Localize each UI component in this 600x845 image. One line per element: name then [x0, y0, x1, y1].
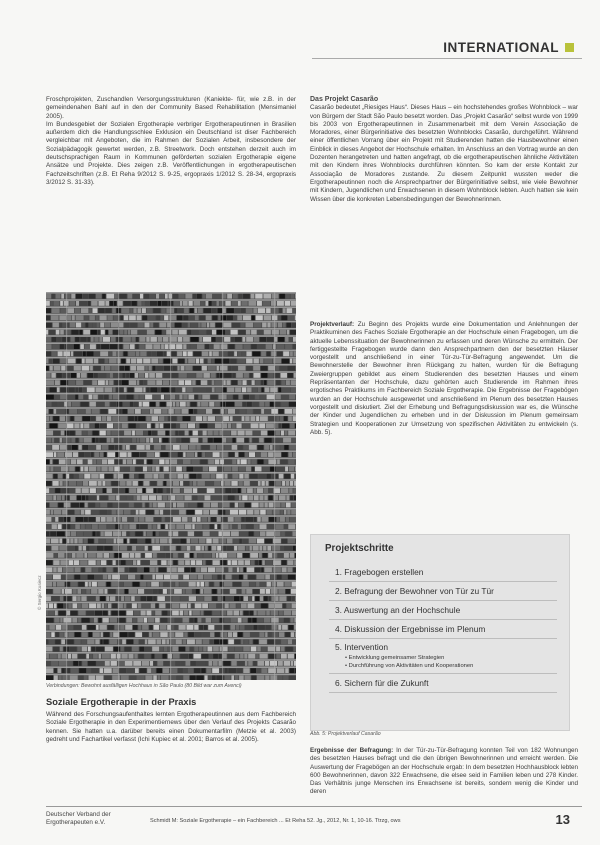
photo-credit: © Sergio Kusiecz — [37, 575, 42, 610]
photo-caption: Verbindungen: Bewohnt ausfälligen Hochhaus in São Paulo (80 Bild war zum Avenci) — [46, 683, 242, 689]
paragraph-practice: Während des Forschungsaufenthaltes lernten Ergotherapeutinnen aus dem Fachbereich Soziale Ergotherapie in den Experimentiernews über den Verlauf des Projekts Casarão kennen. Sie hatten u.a. darüber bereits einen Dokumentarfilm (Metzie et al. 2003) gedreht und Fachartikel verfasst (Ichi Kupiec et al. 2001; Barros et al. 2005). — [46, 711, 296, 743]
section-marker-icon — [565, 43, 574, 52]
list-item: 6. Sichern für die Zukunft — [329, 674, 557, 693]
project-steps-box — [310, 534, 570, 731]
section-header — [443, 40, 574, 55]
sublist-item: • Durchführung von Aktivitäten und Kooperationen — [345, 663, 557, 671]
footer-citation: Schmidt M: Soziale Ergotherapie – ein Fachbereich ... Et Reha 52. Jg., 2012, Nr. 1, 10-16. Ttrzg, ows — [150, 818, 401, 824]
left-column-top — [46, 96, 296, 187]
course-text: Zu Beginn des Projekts wurde eine Dokumentation und Anlehnungen der Praktikuminen des Faches Soziale Ergotherapie an der Hochschule einen Fragebogen, um die aktuelle Lebenssituation der Bewohnerinnen zu erfassen und deren Wünsche zu ermitteln. Der fertiggestellte Fragebogen wurde dann den Ansprechpartnern den der besetzten Häuser vorgestellt und anschließend in einer Tür-zu-Tür-Befragung angewendet. Um die Bewohnerstelle der Bewohner ihren Rückgang zu halten, wurden für die Befragung Zweiergruppen gebildet aus einem Studierenden des besetzten Hauses und einem Repräsentanten der Hochschule, dazu gehörten auch Studierende im Rahmen ihres ergotisches Praktikums im Fachbereich Soziale Ergotherapie. Die Ergebnisse der Fragebögen wurden an der Hochschule ausgewertet und anschließend im Plenum des besetzten Hauses vorgestellt und diskutiert. Ziel der Erhebung und Befragungsdiskussion war es, die Wünsche der Kinder und Jugendlichen zu erheben und in der Diskussion im Plenum gemeinsam Strategien und Kooperationen zur Umsetzung von spezifischen Aktivitäten zu entwickeln (s. Abb. 5). — [310, 321, 578, 436]
building-photo — [46, 292, 296, 680]
footer-organization: Deutscher Verband der Ergotherapeuten e.V. — [46, 811, 111, 826]
paragraph-project: Casarão bedeutet „Riesiges Haus“. Dieses Haus – ein hochstehendes großes Wohnblock – war von Bürgern der Stadt São Paulo besetzt worden. Das „Projekt Casarão“ selbst wurde von 1999 bis 2003 von Ergotherapeutinnen in Zusammenarbeit mit dem Verein Associação de Moradores, einer Bürgerinitiative des besetzten Wohnblocks Casarão, durchgeführt. Während einer öffentlichen Vorrang über ein Projekt mit Studierenden hatten die Hausbewohner einen Einblick in dieses Angebot der Hochschule erhalten. Im Anschluss an den Vortrag wurde an den Dozenten herangetreten und hatten angefragt, ob die ergotherapeutischen ähnliche Aktivitäten mit den Kindern ihres Wohnblocks durchführen könnten. So kam der erste Kontakt zur Associação de Moradores zustande. Zu diesem Zeitpunkt wussten weder die Ergotherapeutinnen noch die Ansprechpartner der Bürgerinitiative selbst, wie viele Bewohner mit Kindern, Jugendlichen und Erwachsenen in diesem Wohnblock lebten. Auch hatten sie kein Wissen über die konkreten Lebensbedingungen der Bewohnerinnen. — [310, 104, 578, 203]
project-heading: Das Projekt Casarão — [310, 96, 379, 103]
right-column-top — [310, 96, 578, 204]
intervention-sublist — [345, 655, 557, 670]
paragraph-context: Im Bundesgebiet der Sozialen Ergotherapie verbriger Ergotherapeutinnen in Brasilien außerdem dich die Handlungsschlee Exklusion ein Deutschland ist diser Fachbereich vergleichbar mit Angeboten, die im Rahmen der Sozialen Arbeit, insbesondere der Sozialpädagogik gewertet werden, z.B. Streetwork. Doch entstehen derzeit auch im deutschsprachigen Raum in Kommunen geförderten sozialen Ergotherapie eigene Ansätze und Projekte. Dies zeigen z.B. Veröffentlichungen in ergotherapeutischen Fachzeitschriften (z.B. Et Reha 9/2012 S. 9-25, ergopraxis 1/2012 S. 28-34, ergopraxis 3/2012 S. 31-33). — [46, 120, 296, 186]
paragraph-intro: Froschprojekten, Zuschandlen Versorgungsstrukturen (Kaniekte- für, wie z.B. in der gemeindenahen Bahl auf in den der Community Based Rehabilitation (Mensimaniel 2005). — [46, 96, 296, 120]
header-divider — [312, 58, 582, 59]
results-text: In der Tür-zu-Tür-Befragung konnten Teil von 182 Wohnungen des besetzten Hauses befragt und die den übrigen Bewohnerinnen und erreicht werden. Die Auswertung der Fragebögen an der Hochschule ergab: In dem besetzten Hochhausblock lebten 600 Bewohnerinnen, davon 322 Erwachsene, die elsee seid in Familien leben und 278 Kinder. Das Verhältnis junge Menschen ins Erwachsene ist bereits, sondern wenig die Kinder und deren — [310, 747, 578, 796]
figure-caption: Abb. 5: Projektverlauf Casarão — [310, 731, 381, 737]
right-column-bottom — [310, 747, 578, 797]
paragraph-course — [310, 321, 578, 437]
paragraph-results — [310, 747, 578, 797]
list-item: 2. Befragung der Bewohner von Tür zu Tür — [329, 582, 557, 601]
list-item-label: 5. Intervention — [335, 642, 389, 652]
page-number: 13 — [555, 812, 570, 827]
right-column-middle — [310, 321, 578, 437]
list-item-intervention — [329, 639, 557, 674]
sublist-item: • Entwicklung gemeinsamer Strategien — [345, 655, 557, 663]
section-heading-practice: Soziale Ergotherapie in der Praxis — [46, 697, 197, 707]
results-lead: Ergebnisse der Befragung: — [310, 747, 394, 754]
footer-divider — [46, 806, 582, 807]
list-item: 4. Diskussion der Ergebnisse im Plenum — [329, 620, 557, 639]
project-steps-title: Projektschritte — [325, 543, 394, 554]
list-item: 3. Auswertung an der Hochschule — [329, 601, 557, 620]
left-column-bottom — [46, 711, 296, 744]
list-item: 1. Fragebogen erstellen — [329, 563, 557, 582]
project-steps-list — [329, 563, 557, 693]
course-lead: Projektverlauf: — [310, 321, 355, 328]
section-label: INTERNATIONAL — [443, 40, 559, 55]
